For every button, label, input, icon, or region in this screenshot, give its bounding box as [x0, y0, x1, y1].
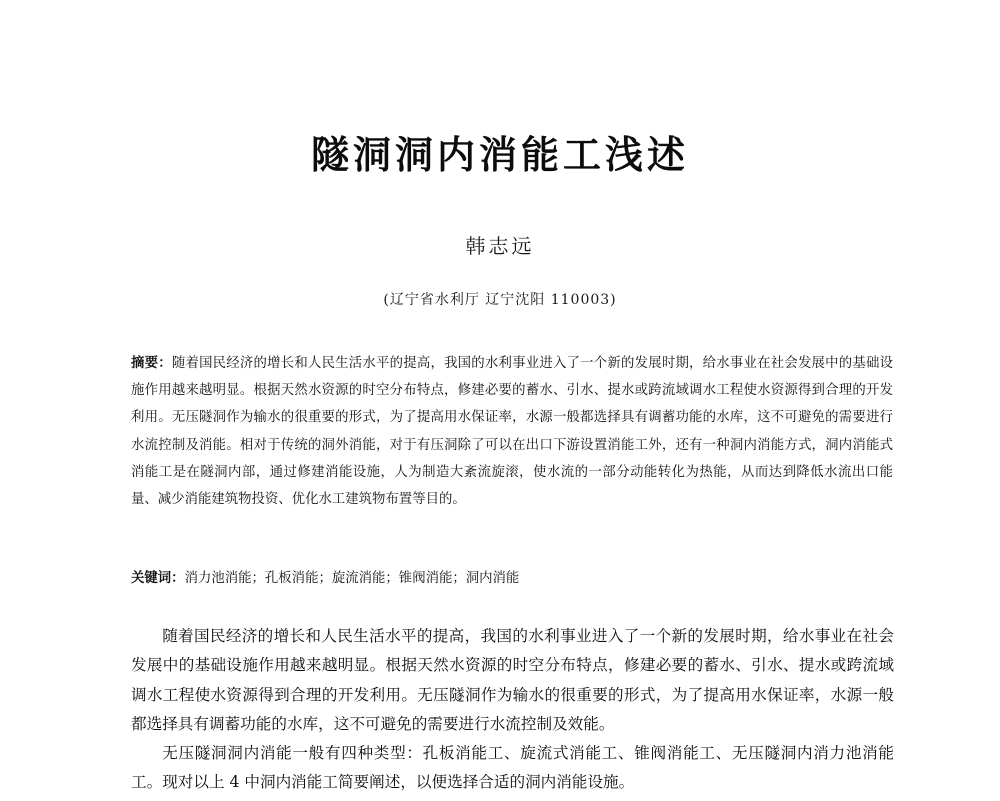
abstract-label: 摘要：	[131, 355, 172, 371]
abstract	[131, 350, 893, 513]
author-name: 韩志远	[465, 234, 535, 258]
author-affiliation: (辽宁省水利厅 辽宁沈阳 110003)	[383, 292, 617, 308]
keywords-label: 关键词：	[131, 570, 185, 586]
paper-title: 隧洞洞内消能工浅述	[310, 133, 689, 177]
body-paragraph: 无压隧洞洞内消能一般有四种类型：孔板消能工、旋流式消能工、锥阀消能工、无压隧洞内消力池消能工。现对以上 4 中洞内消能工简要阐述，以便选择合适的洞内消能设施。	[131, 744, 894, 792]
abstract-text: 随着国民经济的增长和人民生活水平的提高，我国的水利事业进入了一个新的发展时期，给水事业在社会发展中的基础设施作用越来越明显。根据天然水资源的时空分布特点，修建必要的蓄水、引水、提水或跨流域调水工程使水资源得到合理的开发利用。无压隧洞作为输水的很重要的形式，为了提高用水保证率，水源一般都选择具有调蓄功能的水库，这不可避免的需要进行水流控制及消能。相对于传统的洞外消能，对于有压洞除了可以在出口下游设置消能工外，还有一种洞内消能方式，洞内消能式消能工是在隧洞内部，通过修建消能设施，人为制造大紊流旋滚，使水流的一部分动能转化为热能，从而达到降低水流出口能量、减少消能建筑物投资、优化水工建筑物布置等目的。	[131, 356, 894, 508]
body-text	[131, 622, 894, 798]
keywords-text: 消力池消能；孔板消能；旋流消能；锥阀消能；洞内消能	[184, 571, 520, 586]
keywords	[131, 565, 893, 592]
body-paragraph: 随着国民经济的增长和人民生活水平的提高，我国的水利事业进入了一个新的发展时期，给水事业在社会发展中的基础设施作用越来越明显。根据天然水资源的时空分布特点，修建必要的蓄水、引水、提水或跨流域调水工程使水资源得到合理的开发利用。无压隧洞作为输水的很重要的形式，为了提高用水保证率，水源一般都选择具有调蓄功能的水库，这不可避免的需要进行水流控制及效能。	[131, 627, 894, 733]
